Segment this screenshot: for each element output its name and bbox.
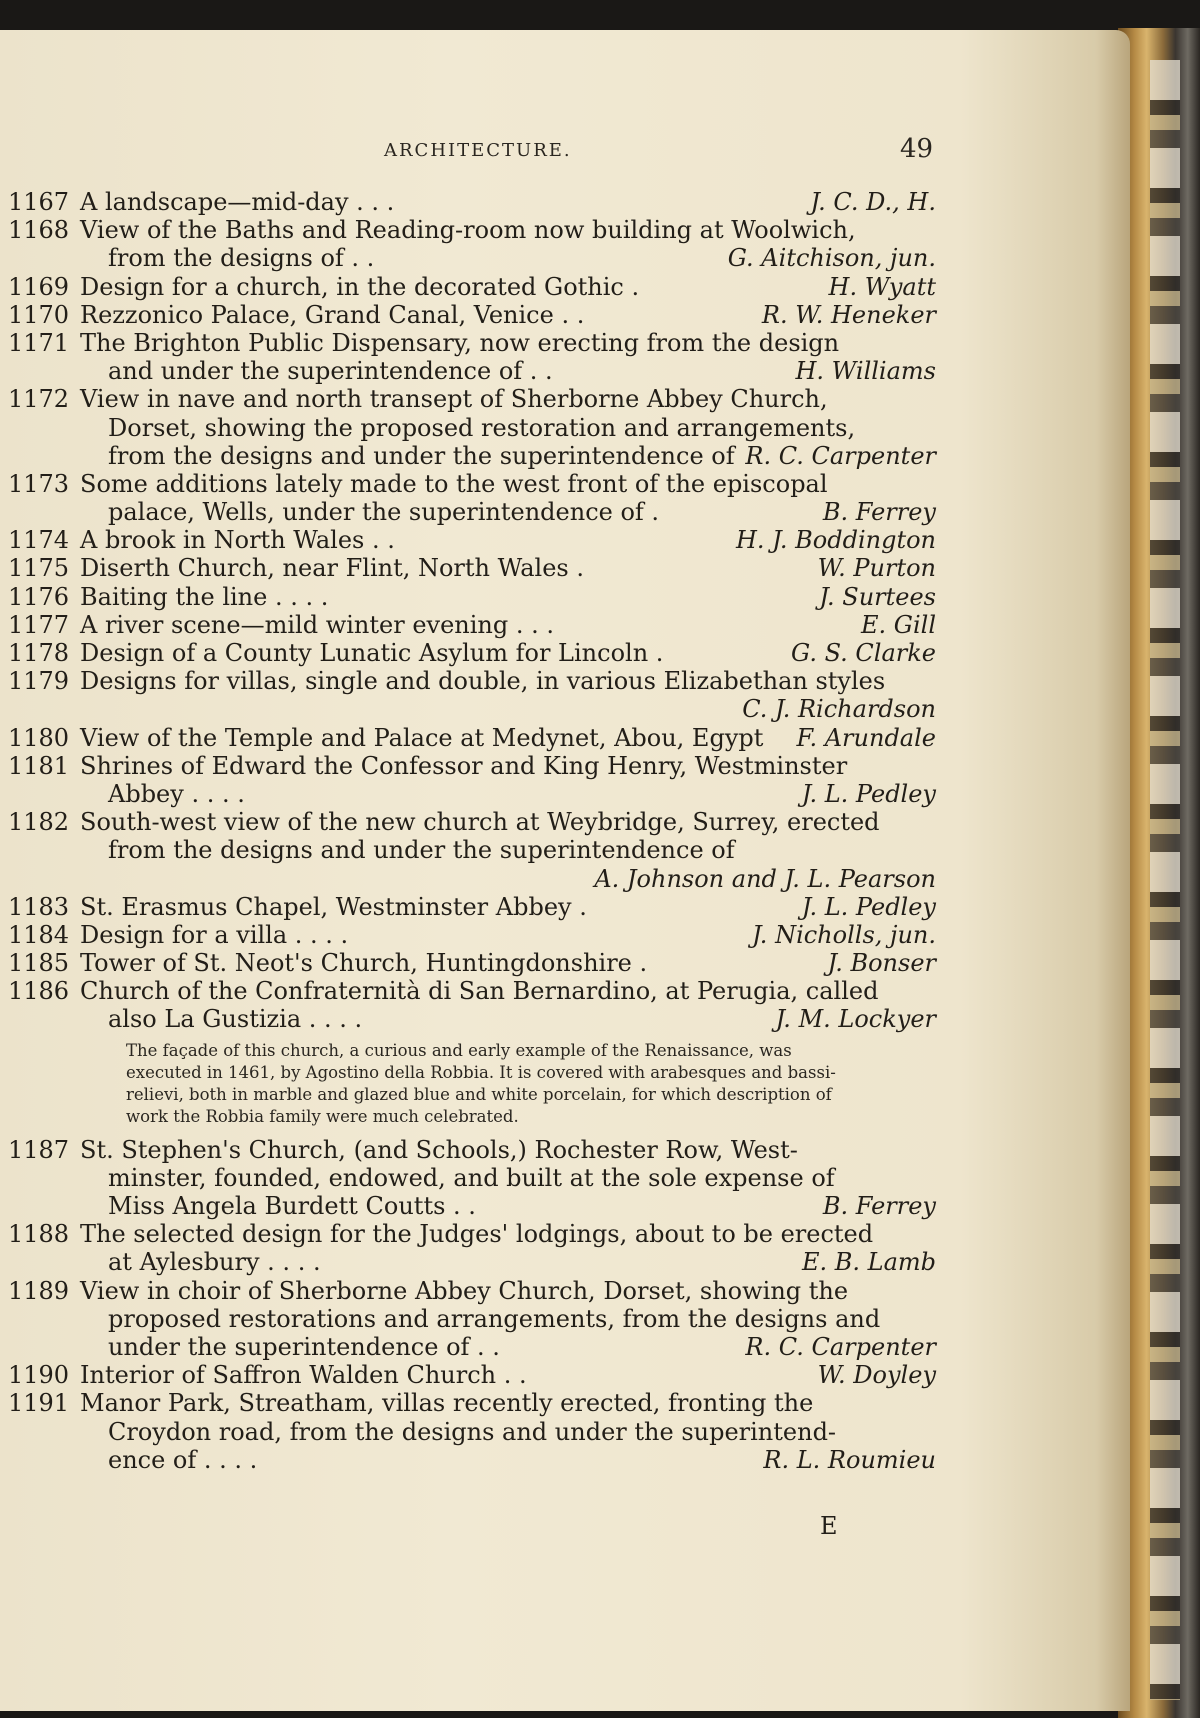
entry-author: E. Gill xyxy=(861,610,936,639)
entry-line xyxy=(8,583,938,611)
entry-author: J. C. D., H. xyxy=(810,188,936,216)
entry-line xyxy=(8,385,938,413)
entry-number: 1175 xyxy=(8,554,70,583)
entry-number: 1183 xyxy=(8,892,70,921)
entry-title: from the designs of . . xyxy=(108,244,375,273)
entry-line xyxy=(8,977,938,1005)
entry-line xyxy=(8,865,938,893)
entry-author: H. Williams xyxy=(795,357,936,386)
entry-list-1 xyxy=(8,188,938,1034)
entry-title: Some additions lately made to the west front of the episcopal xyxy=(80,469,828,498)
entry-author: F. Arundale xyxy=(796,723,936,752)
entry-line xyxy=(8,554,938,582)
entry-line xyxy=(8,1277,938,1305)
entry-line xyxy=(8,216,938,244)
entry-title: palace, Wells, under the superintendence of . xyxy=(108,498,660,527)
page-number: 49 xyxy=(900,134,934,164)
entry-number: 1171 xyxy=(8,328,70,357)
marbled-edge xyxy=(1150,60,1180,1700)
entry-line xyxy=(8,921,938,949)
entry-title: and under the superintendence of . . xyxy=(108,357,553,386)
entry-line xyxy=(8,273,938,301)
entry-number: 1188 xyxy=(8,1220,70,1249)
entry-title: View in nave and north transept of Sherborne Abbey Church, xyxy=(80,385,828,414)
entry-title: Shrines of Edward the Confessor and King Henry, Westminster xyxy=(80,751,848,780)
entry-line xyxy=(8,244,938,272)
entry-title: Baiting the line . . . . xyxy=(80,582,329,611)
entry-title: Designs for villas, single and double, in various Elizabethan styles xyxy=(80,667,886,696)
entry-line xyxy=(8,470,938,498)
entry-line xyxy=(8,1005,938,1033)
entry-line xyxy=(8,667,938,695)
entry-title: A brook in North Wales . . xyxy=(80,526,395,555)
entry-line xyxy=(8,780,938,808)
entry-number: 1190 xyxy=(8,1361,70,1390)
entry-number: 1187 xyxy=(8,1135,70,1164)
entry-line xyxy=(8,1361,938,1389)
entry-line xyxy=(8,1389,938,1417)
entry-line xyxy=(8,498,938,526)
entry-line xyxy=(8,1333,938,1361)
entry-author: G. Aitchison, jun. xyxy=(727,244,936,273)
entry-title: Rezzonico Palace, Grand Canal, Venice . . xyxy=(80,300,585,329)
entry-author: C. J. Richardson xyxy=(742,695,936,724)
entry-author: B. Ferrey xyxy=(822,1192,936,1220)
entry-title: A landscape—mid-day . . . xyxy=(80,188,395,216)
entry-number: 1177 xyxy=(8,610,70,639)
entry-title: St. Erasmus Chapel, Westminster Abbey . xyxy=(80,892,587,921)
entry-author: J. L. Pedley xyxy=(801,892,936,921)
entry-title: ence of . . . . xyxy=(108,1445,258,1474)
entry-title: View of the Baths and Reading-room now building at Woolwich, xyxy=(80,216,856,245)
entry-title: Diserth Church, near Flint, North Wales . xyxy=(80,554,584,583)
entry-title: Interior of Saffron Walden Church . . xyxy=(80,1361,527,1390)
entry-title: from the designs and under the superintendence of xyxy=(108,441,735,470)
entry-author: H. Wyatt xyxy=(828,272,936,301)
entry-author: W. Doyley xyxy=(817,1361,936,1390)
entry-number: 1174 xyxy=(8,526,70,555)
entry-title: minster, founded, endowed, and built at the sole expense of xyxy=(108,1163,835,1192)
entry-number: 1176 xyxy=(8,582,70,611)
entry-title: View in choir of Sherborne Abbey Church, Dorset, showing the xyxy=(80,1276,849,1305)
entry-line xyxy=(8,1136,938,1164)
entry-title: proposed restorations and arrangements, from the designs and xyxy=(108,1304,881,1333)
entry-line xyxy=(8,1164,938,1192)
entry-author: R. W. Heneker xyxy=(761,300,936,329)
entry-line xyxy=(8,526,938,554)
entry-title: A river scene—mild winter evening . . . xyxy=(80,610,555,639)
entry-number: 1181 xyxy=(8,751,70,780)
entry-number: 1168 xyxy=(8,216,70,245)
entry-author: E. B. Lamb xyxy=(801,1248,936,1277)
entry-number: 1180 xyxy=(8,723,70,752)
entry-line xyxy=(8,301,938,329)
entry-number: 1182 xyxy=(8,808,70,837)
signature-mark: E xyxy=(820,1512,838,1540)
entry-author: J. Surtees xyxy=(819,582,936,611)
entry-title: Design for a church, in the decorated Gothic . xyxy=(80,272,640,301)
entry-number: 1173 xyxy=(8,469,70,498)
entry-number: 1184 xyxy=(8,920,70,949)
entry-line xyxy=(8,949,938,977)
entry-number: 1178 xyxy=(8,639,70,667)
entry-author: R. C. Carpenter xyxy=(745,441,936,470)
entry-title: Miss Angela Burdett Coutts . . xyxy=(108,1192,476,1220)
entry-line xyxy=(8,329,938,357)
entry-author: H. J. Boddington xyxy=(735,526,936,555)
entry-title: South-west view of the new church at Weybridge, Surrey, erected xyxy=(80,808,880,837)
entry-author: R. L. Roumieu xyxy=(763,1445,936,1474)
entry-line xyxy=(8,442,938,470)
entry-number: 1169 xyxy=(8,272,70,301)
entry-line xyxy=(8,414,938,442)
entry-title: under the superintendence of . . xyxy=(108,1332,500,1361)
entry-line xyxy=(8,893,938,921)
entry-author: R. C. Carpenter xyxy=(745,1332,936,1361)
entry-line xyxy=(8,1248,938,1276)
entry-number: 1172 xyxy=(8,385,70,414)
entry-title: Dorset, showing the proposed restoration and arrangements, xyxy=(108,413,856,442)
entry-line xyxy=(8,357,938,385)
entry-line xyxy=(8,1305,938,1333)
entry-title: The Brighton Public Dispensary, now erecting from the design xyxy=(80,328,840,357)
entry-author: J. M. Lockyer xyxy=(775,1005,936,1034)
entry-title: Design of a County Lunatic Asylum for Lincoln . xyxy=(80,639,664,667)
entry-title: The selected design for the Judges' lodgings, about to be erected xyxy=(80,1220,874,1249)
entry-number: 1191 xyxy=(8,1389,70,1418)
entry-author: J. Nicholls, jun. xyxy=(752,920,936,949)
entry-list-2 xyxy=(8,1136,938,1474)
entry-author: W. Purton xyxy=(817,554,936,583)
entry-title: Design for a villa . . . . xyxy=(80,920,349,949)
entry-line xyxy=(8,724,938,752)
entry-line xyxy=(8,836,938,864)
entry-title: Tower of St. Neot's Church, Huntingdonshire . xyxy=(80,949,648,978)
entry-number: 1170 xyxy=(8,300,70,329)
entry-title: Abbey . . . . xyxy=(108,779,245,808)
entry-number: 1179 xyxy=(8,667,70,696)
entry-line xyxy=(8,611,938,639)
running-header: ARCHITECTURE. xyxy=(384,140,572,161)
entry-number: 1185 xyxy=(8,949,70,978)
entry-line xyxy=(8,639,938,667)
entry-title: at Aylesbury . . . . xyxy=(108,1248,321,1277)
entry-author: J. L. Pedley xyxy=(801,779,936,808)
entry-line xyxy=(8,752,938,780)
entry-title: View of the Temple and Palace at Medynet, Abou, Egypt xyxy=(80,723,764,752)
entry-line xyxy=(8,1446,938,1474)
entry-number: 1167 xyxy=(8,188,70,216)
entry-line xyxy=(8,695,938,723)
entry-author: A. Johnson and J. L. Pearson xyxy=(594,864,936,893)
entry-title: Croydon road, from the designs and under the superintend- xyxy=(108,1417,837,1446)
entry-title: St. Stephen's Church, (and Schools,) Rochester Row, West- xyxy=(80,1135,798,1164)
entry-title: Manor Park, Streatham, villas recently erected, fronting the xyxy=(80,1389,814,1418)
entry-line xyxy=(8,1192,938,1220)
footnote: The façade of this church, a curious and early example of the Renaissance, was executed in 1461, by Agostino della Robbia. It is covered with arabesques and bassi-relievi, both in marble and glazed blue and white porcelain, for which description of work the Robbia family were much celebrated. xyxy=(126,1040,836,1126)
entry-author: J. Bonser xyxy=(827,949,936,978)
entry-title: also La Gustizia . . . . xyxy=(108,1005,363,1034)
entry-line xyxy=(8,1418,938,1446)
entry-line xyxy=(8,1220,938,1248)
entry-number: 1189 xyxy=(8,1276,70,1305)
entry-title: Church of the Confraternità di San Bernardino, at Perugia, called xyxy=(80,977,879,1006)
catalogue-entries xyxy=(8,188,938,1474)
entry-author: B. Ferrey xyxy=(822,498,936,527)
entry-number: 1186 xyxy=(8,977,70,1006)
entry-line xyxy=(8,808,938,836)
entry-author: G. S. Clarke xyxy=(791,639,936,667)
entry-title: from the designs and under the superintendence of xyxy=(108,836,735,865)
entry-line xyxy=(8,188,938,216)
